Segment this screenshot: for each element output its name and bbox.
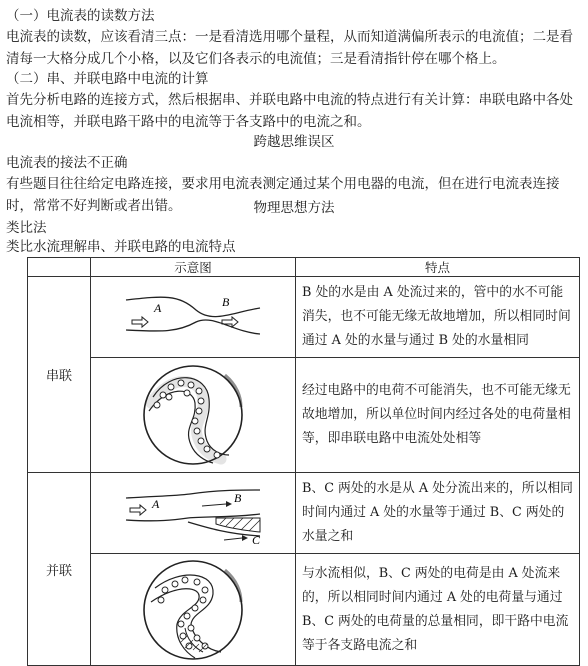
mistake-body: 有些题目往往给定电路连接，要求用电流表测定通过某个用电器的电流，但在进行电流表连接时，常常不好判断或者出错。 (6, 176, 560, 214)
mistake-title: 电流表的接法不正确 (6, 155, 128, 171)
series-water-diagram (91, 277, 296, 358)
header-feature: 特点 (296, 258, 580, 277)
method-subtitle: 类比水流理解串、并联电路的电流特点 (6, 239, 236, 255)
table-row (28, 554, 580, 666)
series-label: 串联 (28, 277, 91, 473)
series-charge-diagram (91, 358, 296, 473)
table-header-row (28, 258, 580, 277)
table-row (28, 473, 580, 554)
series-charge-illustration (141, 363, 245, 467)
label-b: B (222, 295, 230, 309)
label-a: A (154, 301, 162, 315)
section1-title: （一）电流表的读数方法 (6, 8, 155, 24)
section2-title: （二）串、并联电路中电流的计算 (6, 71, 209, 87)
parallel-charge-text: 与水流相似，B、C 两处的电荷是由 A 处流来的，所以相同时间内通过 A 处的电荷量与通过 B、C 两处的电荷量的总量相同，即干路中电流等于各支路电流之和 (296, 554, 580, 666)
mistake-heading: 跨越思维误区 (253, 134, 335, 150)
header-spacer (28, 258, 91, 277)
parallel-label: 并联 (28, 473, 91, 666)
method-heading: 物理思想方法 (253, 200, 335, 216)
header-diagram: 示意图 (91, 258, 296, 277)
parallel-charge-illustration (141, 558, 245, 662)
parallel-water-diagram (91, 473, 296, 554)
method-title: 类比法 (6, 220, 47, 236)
series-water-text: B 处的水是由 A 处流过来的，管中的水不可能消失，也不可能无缘无故地增加，所以相同时间通过 A 处的水量与通过 B 处的水量相同 (296, 277, 580, 358)
parallel-water-text: B、C 两处的水是从 A 处分流出来的，所以相同时间内通过 A 处的水量等于通过 B、C 两处的水量之和 (296, 473, 580, 554)
label-c: C (252, 533, 261, 544)
parallel-charge-diagram (91, 554, 296, 666)
label-a: A (152, 497, 160, 511)
section2-body: 首先分析电路的连接方式，然后根据串、并联电路中电流的特点进行有关计算：串联电路中各处电流相等，并联电路干路中的电流等于各支路中的电流之和。 (6, 92, 573, 130)
table-row (28, 358, 580, 473)
parallel-pipe-illustration (118, 482, 268, 544)
series-charge-text: 经过电路中的电荷不可能消失，也不可能无缘无故地增加，所以单位时间内经过各处的电荷量相等，即串联电路中电流处处相等 (296, 358, 580, 473)
section1-body: 电流表的读数，应该看清三点：一是看清选用哪个量程，从而知道满偏所表示的电流值；二是看清每一大格分成几个小格，以及它们各表示的电流值；三是看清指针停在哪个格上。 (6, 29, 573, 67)
table-row (28, 277, 580, 358)
series-pipe-illustration (118, 286, 268, 348)
label-b: B (234, 491, 242, 505)
analogy-table (27, 257, 580, 666)
